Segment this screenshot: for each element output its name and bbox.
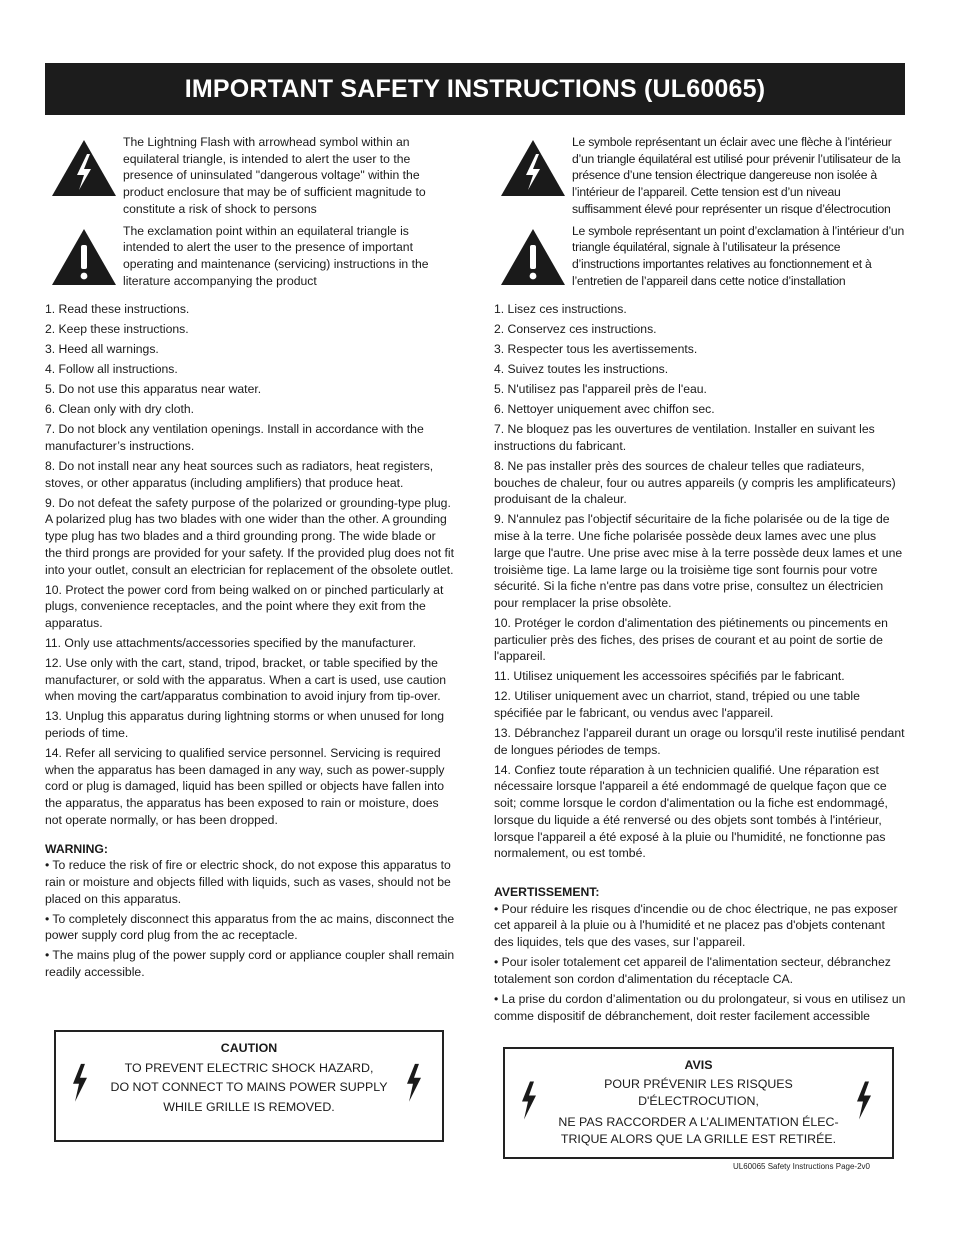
exclamation-symbol-text: The exclamation point within an equilateral triangle is intended to alert the user to the presence of important operating and maintenance (servicing) instructions in the literature accompanying the product (123, 223, 429, 288)
list-item: 5. N'utilisez pas l'appareil près de l'eau. (494, 382, 707, 397)
list-item: 2. Conservez ces instructions. (494, 322, 657, 337)
list-item: 14. Refer all servicing to qualified service personnel. Servicing is required when the apparatus has been damaged in any way, such as power-supply cord or plug is damaged, liquid has been spilled or objects have fallen into the apparatus, the apparatus has been exposed to rain or moisture, does not operate normally, or has been dropped. (45, 746, 445, 827)
list-item: 12. Utiliser uniquement avec un charriot, stand, trépied ou une table spécifiée par le fabricant, ou vendus avec l'appareil. (494, 689, 860, 721)
list-item: 8. Do not install near any heat sources such as radiators, heat registers, stoves, or other apparatus (including amplifiers) that produce heat. (45, 459, 434, 490)
lightning-symbol-text: Le symbole représentant un éclair avec une flèche à l’intérieur d’un triangle équilatéral est utilisé pour prévenir l’utilisateur de la présence d’une tension électrique dangereuse non isolée à l’intérieur de l’appareil. Cette tension est d’un niveau suffisamment élevé pour représenter un risque d’électrocution (572, 135, 901, 216)
avis-line: POUR PRÉVENIR LES RISQUES (604, 1077, 793, 1091)
list-item: 1. Lisez ces instructions. (494, 302, 627, 317)
lightning-symbol-text: The Lightning Flash with arrowhead symbol within an equilateral triangle, is intended to alert the user to the presence of uninsulated "dangerous voltage" within the product enclosure that may be of sufficient magnitude to constitute a risk of shock to persons (123, 135, 426, 216)
list-item: 9. Do not defeat the safety purpose of the polarized or grounding-type plug. A polarized plug has two blades with one wider than the other. A grounding type plug has two blades and a third grounding prong. The wide blade or the third prongs are provided for your safety. If the provided plug does not fit into your outlet, consult an electrician for replacement of the obsolete outlet. (45, 495, 454, 577)
lightning-warning-icon (494, 134, 572, 198)
lightning-bolt-icon (521, 1082, 537, 1125)
list-item: 6. Nettoyer uniquement avec chiffon sec. (494, 402, 715, 417)
list-item: 13. Débranchez l'appareil durant un orage ou lorsqu'il reste inutilisé pendant de longues périodes de temps. (494, 726, 905, 757)
list-item: 13. Unplug this apparatus during lightning storms or when unused for long periods of time. (45, 709, 445, 741)
avis-heading: AVIS (684, 1058, 713, 1072)
lightning-bolt-icon (406, 1064, 422, 1109)
list-item: 4. Follow all instructions. (45, 362, 178, 377)
exclamation-warning-icon (494, 223, 572, 287)
exclamation-symbol-row (494, 223, 906, 290)
caution-line: TO PREVENT ELECTRIC SHOCK HAZARD, (124, 1060, 374, 1075)
avis-line: D'ÉLECTROCUTION, (638, 1094, 759, 1108)
exclamation-warning-icon (45, 223, 123, 287)
instruction-list (494, 301, 906, 862)
list-item: 11. Only use attachments/accessories specified by the manufacturer. (45, 635, 417, 650)
list-item: 10. Protéger le cordon d'alimentation des piétinements ou pincements en particulier près des fiches, des prises de courant et au point de sortie de l'appareil. (494, 615, 888, 664)
french-column (494, 134, 906, 1028)
list-item: 1. Read these instructions. (45, 302, 190, 317)
caution-line: DO NOT CONNECT TO MAINS POWER SUPPLY (110, 1080, 388, 1094)
warning-heading: AVERTISSEMENT: (494, 884, 600, 899)
list-item: 6. Clean only with dry cloth. (45, 402, 195, 417)
warning-bullet: • Pour réduire les risques d'incendie ou de choc électrique, ne pas exposer cet appareil à la pluie ou à l'humidité et ne placez pas d'objets contenant des liquides, tels que des vases, sur l’appareil. (494, 901, 898, 950)
warning-heading: WARNING: (45, 841, 108, 856)
page-title: IMPORTANT SAFETY INSTRUCTIONS (UL60065) (45, 63, 905, 115)
lightning-symbol-row (45, 134, 456, 218)
list-item: 11. Utilisez uniquement les accessoires spécifiés par le fabricant. (494, 669, 845, 684)
list-item: 2. Keep these instructions. (45, 322, 189, 337)
list-item: 10. Protect the power cord from being walked on or pinched particularly at plugs, convenience receptacles, and the point where they exit from the apparatus. (45, 582, 444, 630)
avis-box (503, 1047, 894, 1159)
warning-bullet: • Pour isoler totalement cet appareil de l'alimentation secteur, débranchez totalement son cordon d'alimentation du réceptacle CA. (494, 955, 891, 986)
list-item: 7. Ne bloquez pas les ouvertures de ventilation. Installer en suivant les instructions du fabricant. (494, 422, 875, 454)
list-item: 9. N'annulez pas l'objectif sécuritaire de la fiche polarisée ou de la tige de mise à la terre. Une fiche polarisée possède deux lames avec une plus large que l'autre. Une prise avec mise à la terre possède deux lames et une troisième tige. La lame large ou la troisième tige sont fournis pour votre sécurité. Si la fiche n'entre pas dans votre prise, consultez un électricien pour remplacer la prise obsolète. (494, 512, 903, 610)
instruction-list (45, 301, 456, 828)
warning-bullet: • La prise du cordon d’alimentation ou du prolongateur, si vous en utilisez un comme dispositif de débranchement, doit rester facilement accessible (494, 991, 906, 1023)
list-item: 7. Do not block any ventilation openings. Install in accordance with the manufacturer’s instructions. (45, 422, 424, 454)
list-item: 3. Respecter tous les avertissements. (494, 342, 698, 357)
list-item: 5. Do not use this apparatus near water. (45, 382, 262, 397)
avis-line: NE PAS RACCORDER A L’ALIMENTATION ÉLEC- (558, 1115, 839, 1129)
exclamation-symbol-text: Le symbole représentant un point d’exclamation à l’intérieur d’un triangle équilatéral, signale à l’utilisateur la présence d’instructions importantes relatives au fonctionnement et à l’entretien de l’appareil dans cette notice d’installation (572, 223, 904, 288)
caution-line: WHILE GRILLE IS REMOVED. (163, 1099, 335, 1114)
page-footer: UL60065 Safety Instructions Page-2v0 (733, 1162, 870, 1171)
list-item: 8. Ne pas installer près des sources de chaleur telles que radiateurs, bouches de chaleur, four ou autres appareils (y compris les amplificateurs) produisant de la chaleur. (494, 459, 896, 507)
caution-box (54, 1030, 444, 1142)
lightning-bolt-icon (856, 1082, 872, 1125)
warning-bullet: • The mains plug of the power supply cord or appliance coupler shall remain readily accessible. (45, 948, 455, 980)
list-item: 3. Heed all warnings. (45, 342, 159, 357)
lightning-symbol-row (494, 134, 906, 218)
warning-bullet: • To reduce the risk of fire or electric shock, do not expose this apparatus to rain or moisture and objects filled with liquids, such as vases, should not be placed on this apparatus. (45, 858, 451, 906)
list-item: 12. Use only with the cart, stand, tripod, bracket, or table specified by the manufacturer, or sold with the apparatus. When a cart is used, use caution when moving the cart/apparatus combination to avoid injury from tip-over. (45, 655, 447, 704)
avis-line: TRIQUE ALORS QUE LA GRILLE EST RETIRÉE. (560, 1132, 837, 1146)
lightning-warning-icon (45, 134, 123, 198)
list-item: 4. Suivez toutes les instructions. (494, 362, 669, 377)
warning-bullet: • To completely disconnect this apparatus from the ac mains, disconnect the power supply cord plug from the ac receptacle. (45, 911, 455, 943)
lightning-bolt-icon (72, 1064, 88, 1109)
caution-heading: CAUTION (220, 1041, 278, 1055)
english-column (45, 134, 456, 984)
list-item: 14. Confiez toute réparation à un technicien qualifié. Une réparation est nécessaire lorsque l'appareil a été endommagé de quelque façon que ce soit; comme lorsque le cordon d'alimentation ou la fiche est endommagé, lorsque du liquide a été renversé ou des objets sont tombés à l'intérieur, lorsque l'appareil a été exposé à la pluie ou l'humidité, ne fonctionne pas normalement, ou est tombé. (494, 762, 888, 861)
exclamation-symbol-row (45, 223, 456, 290)
